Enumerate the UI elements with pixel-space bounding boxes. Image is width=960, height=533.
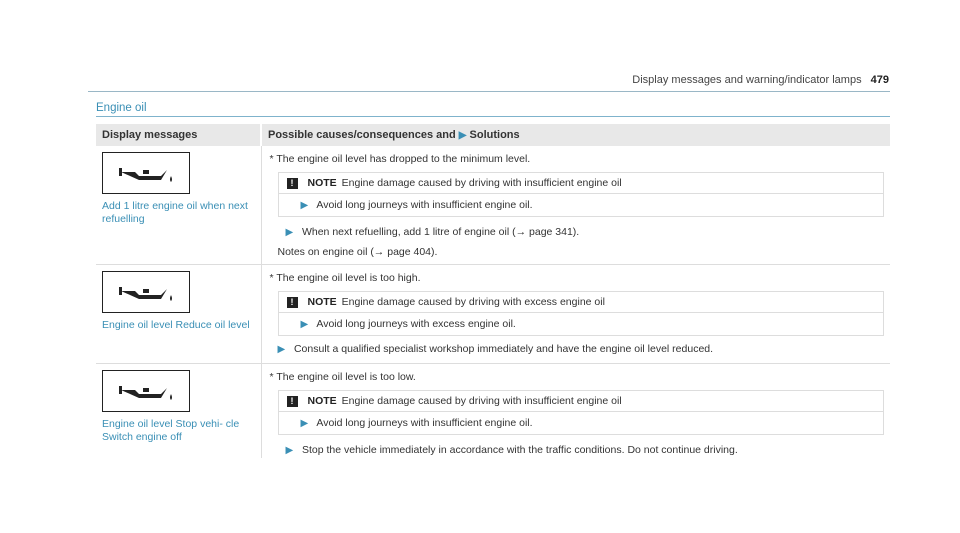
solution-step-text: When next refuelling, add 1 litre of engine oil (→ page 341). [301,226,580,238]
possible-cause: * The engine oil level is too high. [269,272,421,284]
play-arrow-icon: ▶ [285,227,294,238]
display-message-cell [96,265,261,364]
note-box [278,291,885,336]
note-step [279,313,884,335]
note-header [279,292,884,313]
solution-step-text: Consult a qualified specialist workshop immediately and have the engine oil level reduced. [293,343,714,355]
causes-solutions-cell [261,364,890,459]
warning-icon: ! [287,297,298,308]
note-step-text: Avoid long journeys with excess engine oil. [316,318,516,330]
note-step-text: Avoid long journeys with insufficient engine oil. [316,199,533,211]
note-text: Engine damage caused by driving with insufficient engine oil [341,395,622,407]
causes-solutions-cell [261,265,890,364]
engine-oil-level-icon [102,370,190,412]
column-header-causes-solutions [261,124,890,146]
engine-oil-level-icon [102,152,190,194]
note-box [278,390,885,435]
note-text: Engine damage caused by driving with insufficient engine oil [341,177,622,189]
page-number: 479 [870,74,889,86]
play-arrow-icon: ▶ [277,344,286,355]
warning-icon: ! [287,178,298,189]
display-message-text: Engine oil level Stop vehi- cle Switch engine off [102,418,240,443]
solution-step [262,217,891,240]
engine-oil-level-icon [102,271,190,313]
possible-cause: * The engine oil level is too low. [269,371,416,383]
running-header [632,74,889,86]
section-rule [96,116,890,117]
play-arrow-icon: ▶ [458,130,467,141]
column-header-display-messages: Display messages [96,124,261,146]
causes-header-label: Possible causes/consequences and [268,129,456,141]
display-message-text: Engine oil level Reduce oil level [102,319,250,331]
warning-icon: ! [287,396,298,407]
causes-solutions-cell [261,146,890,265]
section-title: Engine oil [96,102,147,114]
cross-reference[interactable]: Notes on engine oil (→ page 404). [277,246,438,258]
note-label: NOTE [307,296,337,308]
table-row [96,146,890,265]
play-arrow-icon: ▶ [300,200,309,211]
messages-table [96,124,890,458]
note-box [278,172,885,217]
note-step [279,412,884,434]
solution-step [262,435,891,458]
display-message-cell [96,364,261,459]
header-rule [88,91,890,92]
display-message-cell [96,146,261,265]
play-arrow-icon: ▶ [300,319,309,330]
note-label: NOTE [307,177,337,189]
solution-step-text: Stop the vehicle immediately in accordance with the traffic conditions. Do not continue driving. [301,444,738,456]
note-step-text: Avoid long journeys with insufficient engine oil. [316,417,533,429]
possible-cause: * The engine oil level has dropped to the minimum level. [269,153,531,165]
play-arrow-icon: ▶ [285,445,294,456]
note-header [279,391,884,412]
solution-step [262,336,891,363]
note-step [279,194,884,216]
note-header [279,173,884,194]
table-row [96,265,890,364]
note-label: NOTE [307,395,337,407]
note-text: Engine damage caused by driving with excess engine oil [341,296,605,308]
display-message-text: Add 1 litre engine oil when next refuelling [102,200,248,225]
play-arrow-icon: ▶ [300,418,309,429]
table-row [96,364,890,459]
solutions-header-label: Solutions [469,129,520,141]
table-header-row [96,124,890,146]
running-title: Display messages and warning/indicator lamps [632,74,862,86]
